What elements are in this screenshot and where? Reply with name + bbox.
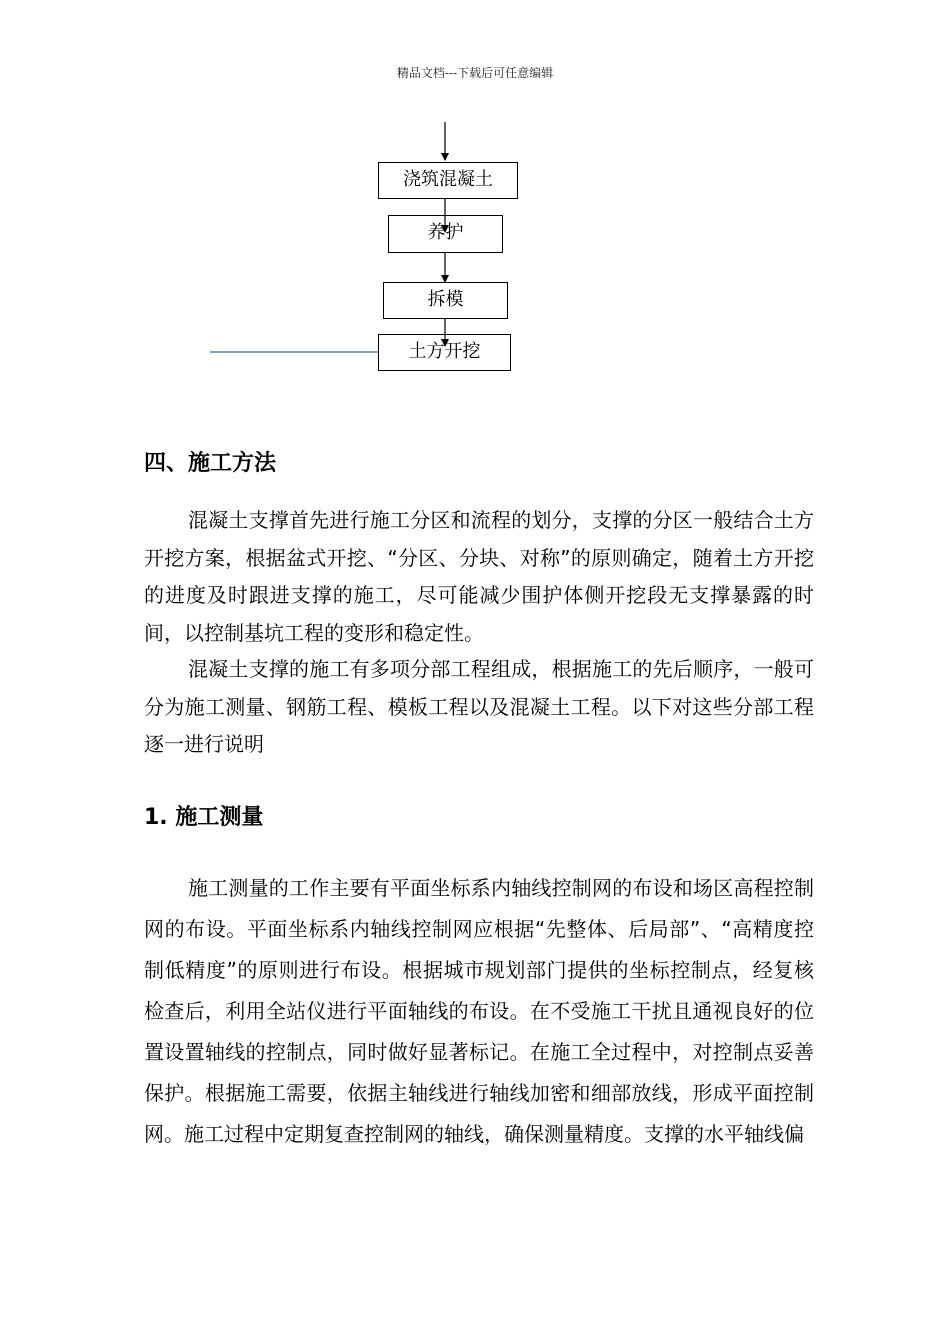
section-heading-survey: 1. 施工测量	[144, 805, 264, 830]
flow-step-label: 拆模	[427, 289, 464, 310]
paragraph-zoning: 混凝土支撑首先进行施工分区和流程的划分，支撑的分区一般结合土方开挖方案，根据盆式开挖、“分区、分块、对称”的原则确定，随着土方开挖的进度及时跟进支撑的施工，尽可能减少围护体侧开挖段无支撑暴露的时间，以控制基坑工程的变形和稳定性。	[144, 508, 814, 645]
page-header: 精品文档---下载后可任意编辑	[396, 66, 554, 80]
flow-step-label: 土方开挖	[408, 341, 481, 362]
flow-step-label: 养护	[427, 222, 464, 243]
paragraph-sub-works: 混凝土支撑的施工有多项分部工程组成，根据施工的先后顺序，一般可分为施工测量、钢筋工程、模板工程以及混凝土工程。以下对这些分部工程逐一进行说明	[144, 657, 814, 756]
flow-step-label: 浇筑混凝土	[403, 169, 493, 190]
flow-step-pour-concrete	[378, 162, 518, 199]
flow-step-earth-excavation	[378, 334, 511, 371]
flow-step-curing	[388, 215, 503, 253]
paragraph-survey: 施工测量的工作主要有平面坐标系内轴线控制网的布设和场区高程控制网的布设。平面坐标系内轴线控制网应根据“先整体、后局部”、“高精度控制低精度”的原则进行布设。根据城市规划部门提供的坐标控制点，经复核检查后，利用全站仪进行平面轴线的布设。在不受施工干扰且通视良好的位置设置轴线的控制点，同时做好显著标记。在施工全过程中，对控制点妥善保护。根据施工需要，依据主轴线进行轴线加密和细部放线，形成平面控制网。施工过程中定期复查控制网的轴线，确保测量精度。支撑的水平轴线偏	[144, 876, 814, 1146]
flowchart	[0, 0, 950, 400]
section-heading-construction-method: 四、施工方法	[144, 451, 277, 476]
flow-step-formwork-removal	[383, 282, 508, 319]
